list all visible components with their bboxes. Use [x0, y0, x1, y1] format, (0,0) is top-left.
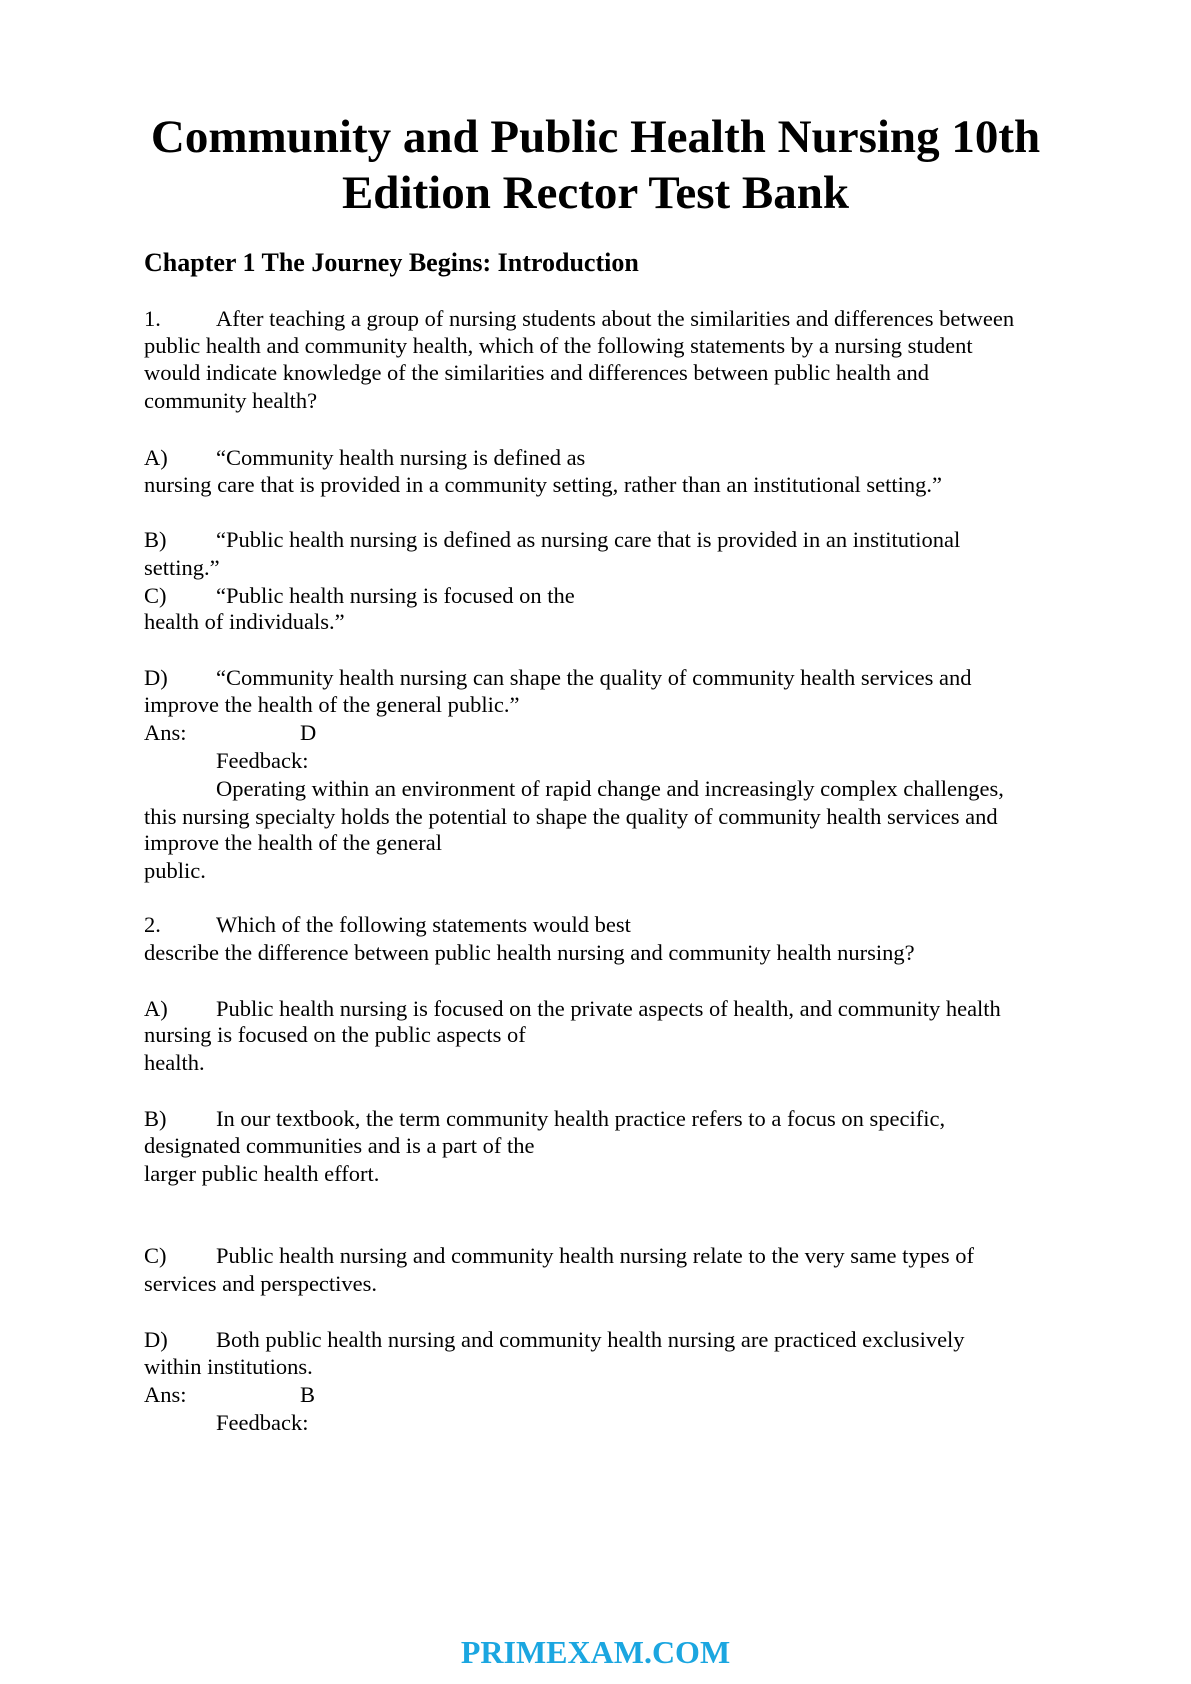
q1-stem-line: After teaching a group of nursing students about the similarities and differences between [216, 306, 1015, 331]
q2-option-d-label: D) [144, 1327, 168, 1352]
q1-feedback-text: improve the health of the general [144, 830, 443, 855]
chapter-heading: Chapter 1 The Journey Begins: Introduction [144, 248, 639, 277]
q2-option-a-text: health. [144, 1050, 205, 1075]
q2-answer: B [300, 1382, 316, 1407]
q1-option-a-label: A) [144, 445, 168, 470]
q1-feedback-text: this nursing specialty holds the potential to shape the quality of community health services and [144, 804, 998, 829]
q1-option-b-label: B) [144, 527, 167, 552]
q1-option-c-text: “Public health nursing is focused on the [216, 583, 575, 608]
q2-option-c-text: services and perspectives. [144, 1271, 378, 1296]
q2-stem-line: Which of the following statements would best [216, 912, 631, 937]
q1-option-d-text: “Community health nursing can shape the quality of community health services and [216, 665, 972, 690]
q1-feedback-text: public. [144, 858, 206, 883]
q2-option-d-text: within institutions. [144, 1354, 313, 1379]
q2-option-b-label: B) [144, 1106, 167, 1131]
q1-feedback-label: Feedback: [216, 748, 309, 773]
q1-option-c-text: health of individuals.” [144, 609, 345, 634]
q1-feedback-text: Operating within an environment of rapid change and increasingly complex challenges, [216, 776, 1004, 801]
q1-answer-label: Ans: [144, 720, 187, 745]
q1-answer: D [300, 720, 317, 745]
q1-stem-line: would indicate knowledge of the similarities and differences between public health and [144, 360, 929, 385]
q2-stem-line: describe the difference between public health nursing and community health nursing? [144, 940, 915, 965]
q1-option-b-text: “Public health nursing is defined as nursing care that is provided in an institutional [216, 527, 961, 552]
q2-option-a-text: nursing is focused on the public aspects of [144, 1022, 526, 1047]
footer-watermark-link[interactable]: PRIMEXAM.COM [460, 1634, 731, 1670]
q1-option-d-label: D) [144, 665, 168, 690]
q1-option-b-text: setting.” [144, 555, 220, 580]
q1-number: 1. [144, 306, 161, 331]
q1-option-d-text: improve the health of the general public.” [144, 692, 520, 717]
q2-option-a-label: A) [144, 996, 168, 1021]
q1-option-c-label: C) [144, 583, 167, 608]
q2-option-b-text: In our textbook, the term community health practice refers to a focus on specific, [216, 1106, 946, 1131]
q1-stem-line: public health and community health, which of the following statements by a nursing student [144, 333, 973, 358]
q2-option-a-text: Public health nursing is focused on the private aspects of health, and community health [216, 996, 1001, 1021]
q1-stem-line: community health? [144, 388, 318, 413]
document-title-line-1: Community and Public Health Nursing 10th [150, 111, 1041, 163]
q2-option-c-text: Public health nursing and community health nursing relate to the very same types of [216, 1243, 974, 1268]
q1-option-a-text: nursing care that is provided in a community setting, rather than an institutional setting.” [144, 472, 942, 497]
q2-option-b-text: larger public health effort. [144, 1161, 380, 1186]
q2-option-d-text: Both public health nursing and community health nursing are practiced exclusively [216, 1327, 965, 1352]
q2-answer-label: Ans: [144, 1382, 187, 1407]
q2-feedback-label: Feedback: [216, 1410, 309, 1435]
q2-option-c-label: C) [144, 1243, 167, 1268]
q2-option-b-text: designated communities and is a part of the [144, 1133, 535, 1158]
document-title-line-2: Edition Rector Test Bank [341, 167, 850, 219]
q1-option-a-text: “Community health nursing is defined as [216, 445, 586, 470]
q2-number: 2. [144, 912, 161, 937]
